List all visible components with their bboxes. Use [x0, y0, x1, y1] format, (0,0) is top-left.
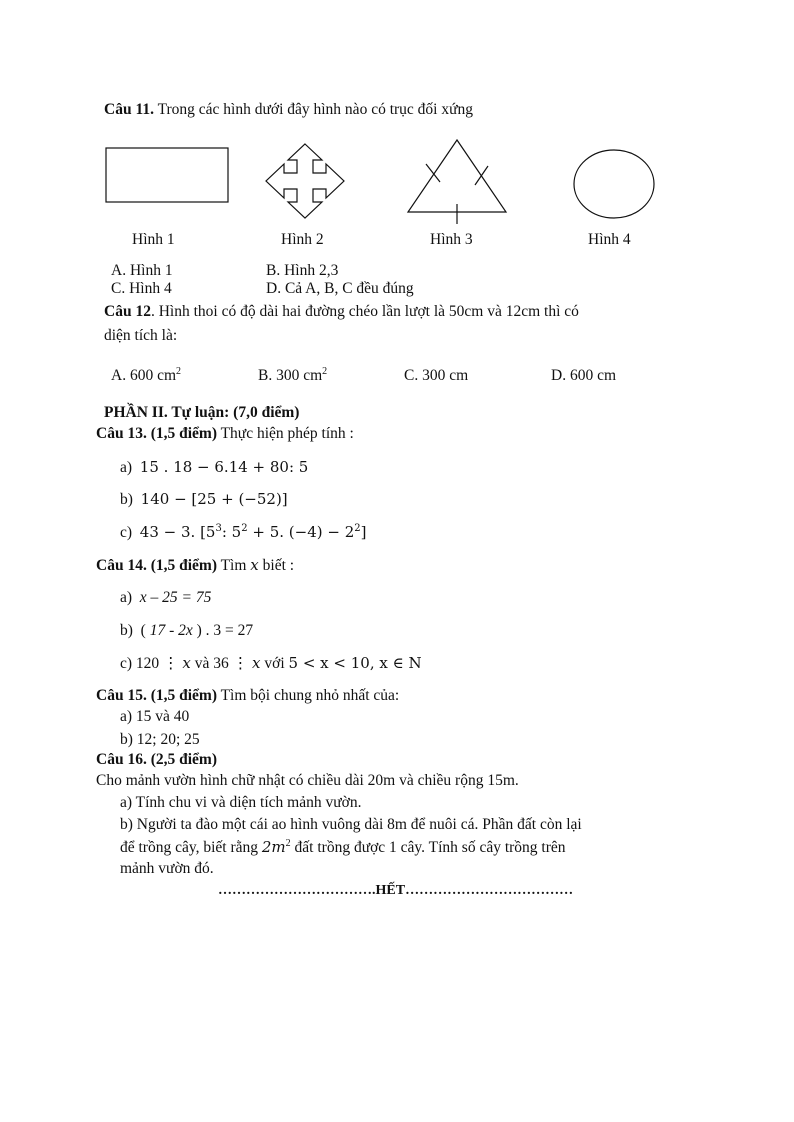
- q12-line-1: [104, 303, 579, 321]
- q13-text: Thực hiện phép tính :: [216, 425, 354, 442]
- q12-option-a: A. 600 $cm^2$: [111, 365, 182, 384]
- q16-b-line-3: mảnh vườn đó.: [120, 860, 214, 877]
- q11-option-c: C. Hình 4: [111, 280, 172, 297]
- q11-line: [104, 101, 473, 119]
- caption-figure-2: Hình 2: [281, 231, 324, 248]
- q13-label: Câu 13. (1,5 điểm): [96, 425, 217, 442]
- q11-text: Trong các hình dưới đây hình nào có trục đối xứng: [153, 101, 473, 118]
- q12-line-2: diện tích là:: [104, 327, 178, 344]
- q15-line: Câu 15. (1,5 điểm) Tìm bội chung nhỏ nhất của:: [96, 687, 400, 704]
- q16-b-line-2: để trồng cây, biết rằng $2m^2$ đất trồng được 1 cây. Tính số cây trồng trên: [120, 837, 566, 856]
- q14-label: Câu 14. (1,5 điểm): [96, 557, 217, 574]
- q13-line: [96, 425, 354, 443]
- q11-option-d: D. Cả A, B, C đều đúng: [266, 280, 414, 297]
- caption-figure-4: Hình 4: [588, 231, 631, 248]
- q16-intro: Cho mảnh vườn hình chữ nhật có chiều dài 20m và chiều rộng 15m.: [96, 772, 519, 789]
- q12-label: Câu 12: [104, 303, 151, 320]
- q16-a: a) Tính chu vi và diện tích mảnh vườn.: [120, 794, 362, 811]
- figure-1-rectangle: [106, 148, 228, 202]
- q15-b: b) 12; 20; 25: [120, 731, 200, 748]
- q11-option-b: B. Hình 2,3: [266, 262, 339, 279]
- q13-a: a) 15 . 18 − 6.14 + 80: 5: [120, 458, 309, 476]
- q15-a: a) 15 và 40: [120, 708, 190, 725]
- end-marker: …………………………….HẾT………………………………: [218, 883, 574, 898]
- caption-figure-3: Hình 3: [430, 231, 473, 248]
- q11-option-a: A. Hình 1: [111, 262, 173, 279]
- q15-label: Câu 15. (1,5 điểm): [96, 687, 217, 704]
- figure-3-triangle: [408, 140, 506, 224]
- q13-b: b) 140 − [25 + (−52)]: [120, 490, 288, 508]
- q13-c: c) 43 − 3. [$5^3$: $5^2 + 5$. $(-4) - 2^2$]: [120, 523, 367, 541]
- q12-option-c: C. 300 cm: [404, 367, 469, 384]
- figure-2-cross-arrow: [266, 144, 344, 218]
- q14-line: Câu 14. (1,5 điểm) Tìm x biết :: [96, 556, 295, 574]
- figure-4-ellipse: [574, 150, 654, 218]
- part2-title: PHẦN II. Tự luận: (7,0 điểm): [104, 404, 300, 421]
- q14-a: a) x – 25 = 75: [120, 589, 212, 606]
- q11-figures: [100, 138, 660, 226]
- q16-label: Câu 16. (2,5 điểm): [96, 751, 217, 768]
- q16-b-line-1: b) Người ta đào một cái ao hình vuông dài 8m để nuôi cá. Phần đất còn lại: [120, 816, 582, 833]
- q14-b: b) ( 17 - 2x ) . 3 = 27: [120, 622, 254, 639]
- q12-text-1: . Hình thoi có độ dài hai đường chéo lần lượt là 50cm và 12cm thì có: [150, 303, 579, 320]
- q11-label: Câu 11.: [104, 101, 154, 118]
- q12-option-d: D. 600 cm: [551, 367, 617, 384]
- caption-figure-1: Hình 1: [132, 231, 175, 248]
- q12-option-b: B. 300 $cm^2$: [258, 365, 328, 384]
- q14-c: c) 120 ⋮ x và 36 ⋮ x với 5 < x < 10, x ∈ N: [120, 654, 422, 672]
